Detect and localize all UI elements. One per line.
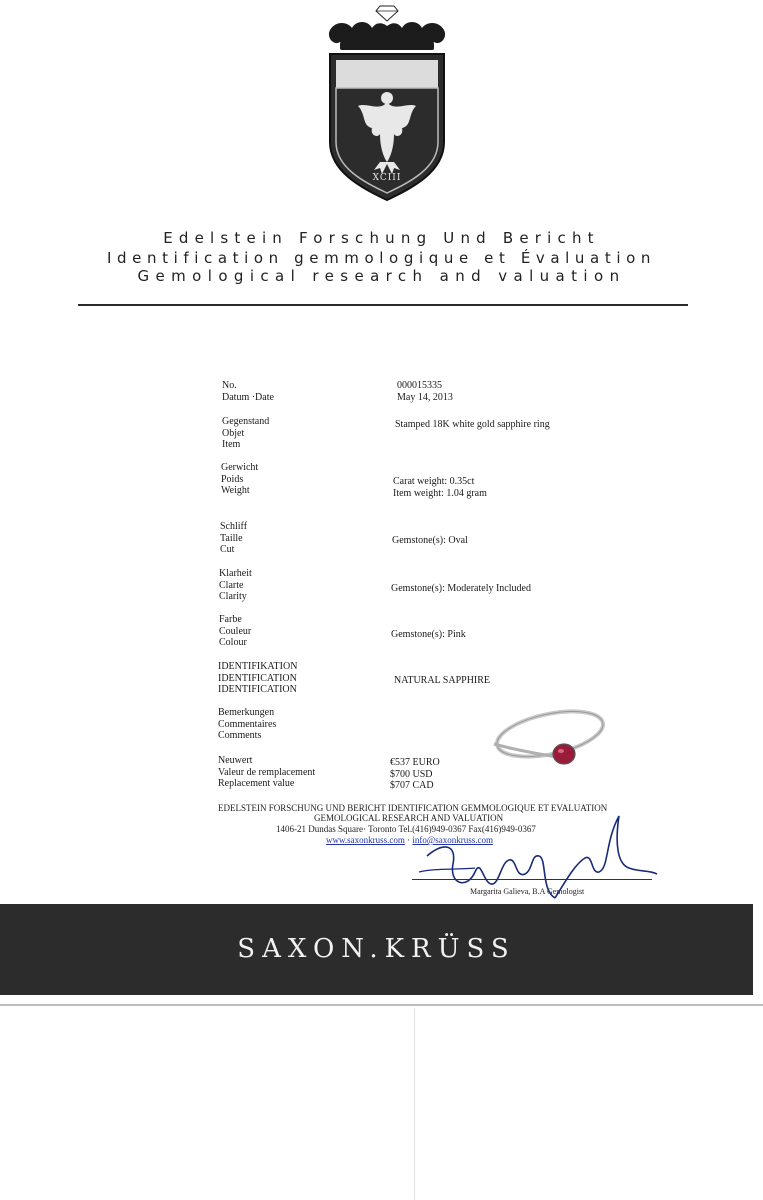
paper-fold-line (414, 1008, 415, 1200)
brand-banner (0, 904, 753, 995)
field-values-weight: Carat weight: 0.35ct Item weight: 1.04 gram (393, 476, 487, 499)
footer-company-line: EDELSTEIN FORSCHUNG UND BERICHT IDENTIFICATION GEMMOLOGIQUE ET EVALUATION (218, 803, 608, 813)
header-divider (78, 304, 688, 306)
field-labels-clarity: Klarheit Clarte Clarity (219, 568, 252, 602)
field-values-colour: Gemstone(s): Pink (391, 629, 466, 640)
field-values-item: Stamped 18K white gold sapphire ring (395, 419, 550, 430)
field-values-clarity: Gemstone(s): Moderately Included (391, 583, 531, 594)
field-labels-replacement-value: Neuwert Valeur de remplacement Replacement value (218, 755, 316, 789)
field-values-cut: Gemstone(s): Oval (392, 535, 468, 546)
field-labels-weight: Gerwicht Poids Weight (221, 462, 259, 496)
coat-of-arms-logo (322, 2, 452, 207)
field-values-identification: NATURAL SAPPHIRE (394, 675, 491, 686)
field-labels-cut: Schliff Taille Cut (220, 521, 248, 555)
field-labels-colour: Farbe Couleur Colour (219, 614, 252, 648)
signer-name: Margarita Galieva, B.A Gemologist (470, 887, 585, 896)
field-labels-number-date: No. Datum ·Date (222, 380, 274, 403)
field-labels-comments: Bemerkungen Commentaires Comments (218, 707, 277, 741)
footer-contact-line: www.saxonkruss.com · info@saxonkruss.com (326, 835, 493, 845)
gemologist-signature (405, 812, 665, 912)
brand-name: SAXON.KRÜSS (237, 934, 516, 964)
email-link[interactable]: info@saxonkruss.com (412, 835, 493, 845)
ring-photo (486, 704, 606, 774)
heading-english: Gemological research and valuation (137, 267, 626, 285)
heading-german: Edelstein Forschung Und Bericht (163, 229, 600, 247)
footer-address-line: 1406-21 Dundas Square· Toronto Tel.(416)949-0367 Fax(416)949-0367 (276, 824, 536, 834)
signature-line (412, 879, 652, 880)
field-labels-identification: IDENTIFIKATION IDENTIFICATION IDENTIFICATION (218, 661, 298, 695)
footer-subtitle-line: GEMOLOGICAL RESEARCH AND VALUATION (314, 813, 504, 823)
field-values-replacement-value: €537 EURO $700 USD $707 CAD (390, 757, 440, 791)
field-values-number-date: 000015335 May 14, 2013 (397, 380, 453, 403)
crest-numeral: XCIII (372, 173, 402, 183)
diamond-icon (376, 6, 398, 21)
mantling-ornament (329, 22, 445, 50)
page-bottom-edge (0, 1004, 763, 1006)
heading-french: Identification gemmologique et Évaluation (107, 249, 656, 267)
website-link[interactable]: www.saxonkruss.com (326, 835, 405, 845)
field-labels-item: Gegenstand Objet Item (222, 416, 270, 450)
